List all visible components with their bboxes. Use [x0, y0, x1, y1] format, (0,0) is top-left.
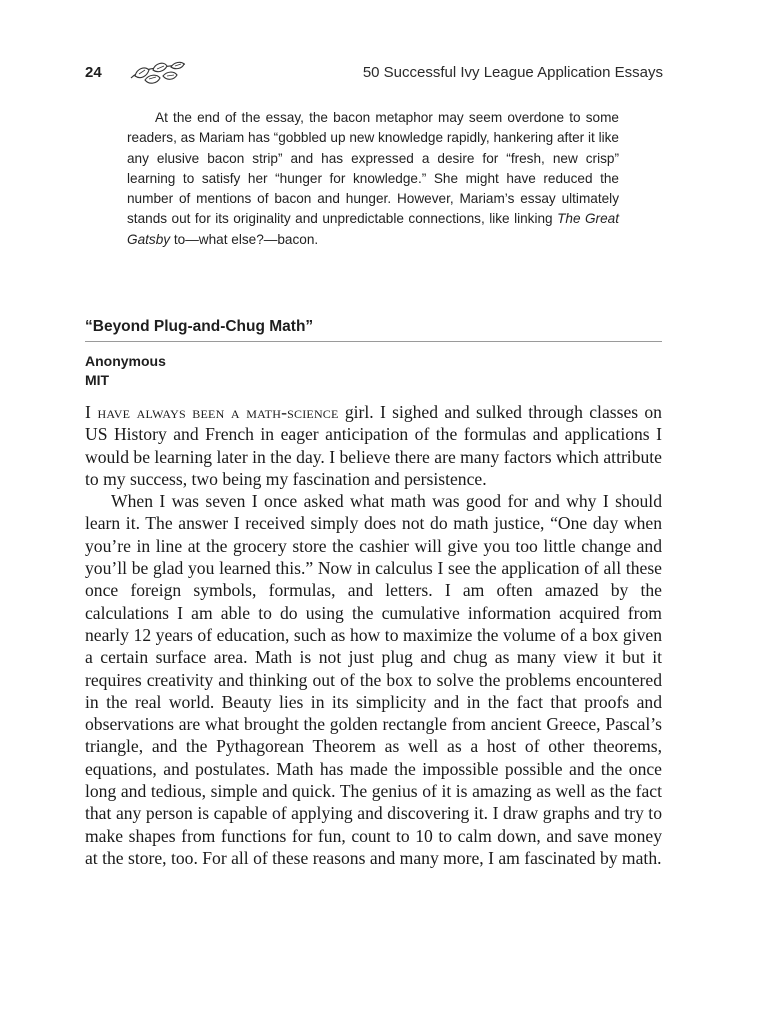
byline [85, 352, 166, 390]
essay-paragraph-1 [85, 401, 662, 490]
essay-title: “Beyond Plug-and-Chug Math” [85, 318, 662, 342]
essay-paragraph-2: When I was seven I once asked what math was good for and why I should learn it. The answer I received simply does not do math justice, “One day when you’re in line at the grocery store the cashier will give you too little change and you’ll be glad you learned this.” Now in calculus I see the application of all these once foreign symbols, formulas, and letters. I am often amazed by the calculations I am able to do using the cumulative information acquired from nearly 12 years of education, such as how to maximize the volume of a box given a certain surface area. Math is not just plug and chug as many view it but it requires creativity and thinking out of the box to solve the problems encountered in the real world. Beauty lies in its simplicity and in the fact that proofs and observations are what brought the golden rectangle from ancient Greece, Pascal’s triangle, and the Pythagorean Theorem as well as a host of other theorems, equations, and postulates. Math has made the impossible possible and the once long and tedious, simple and quick. The genius of it is amazing as well as the fact that any person is capable of applying and discovering it. I draw graphs and try to make shapes from functions for fun, count to 10 to calm down, and save money at the store, too. For all of these reasons and many more, I am fascinated by math. [85, 491, 662, 868]
running-head: 50 Successful Ivy League Application Essays [362, 64, 663, 81]
commentary-text-before: At the end of the essay, the bacon metaphor may seem overdone to some readers, as Mariam has “gobbled up new knowledge rapidly, hankering after it like any elusive bacon strip” and has expressed a desire for “fresh, new crisp” learning to satisfy her “hunger for knowledge.” She might have reduced the number of mentions of bacon and hunger. However, Mariam’s essay ultimately stands out for its originality and unpredictable connections, like linking [127, 110, 619, 227]
author-name: Anonymous [85, 353, 166, 369]
school-name: MIT [85, 372, 110, 388]
essay-body [85, 401, 662, 869]
leaf-vine-ornament-icon [127, 58, 189, 88]
commentary-paragraph [127, 108, 619, 250]
opening-smallcaps: I have always been a math-science [85, 402, 339, 422]
page-header [85, 58, 663, 88]
commentary-text-after: to—what else?—bacon. [170, 231, 319, 247]
paragraph-1-text: girl. I sighed and sulked through classes on US History and French in eager anticipation of the formulas and applications I would be learning later in the day. I believe there are many factors which attribute to my success, two being my fascination and persistence. [85, 402, 662, 489]
page-number: 24 [85, 64, 102, 81]
book-title: The Great Gatsby [127, 211, 619, 247]
